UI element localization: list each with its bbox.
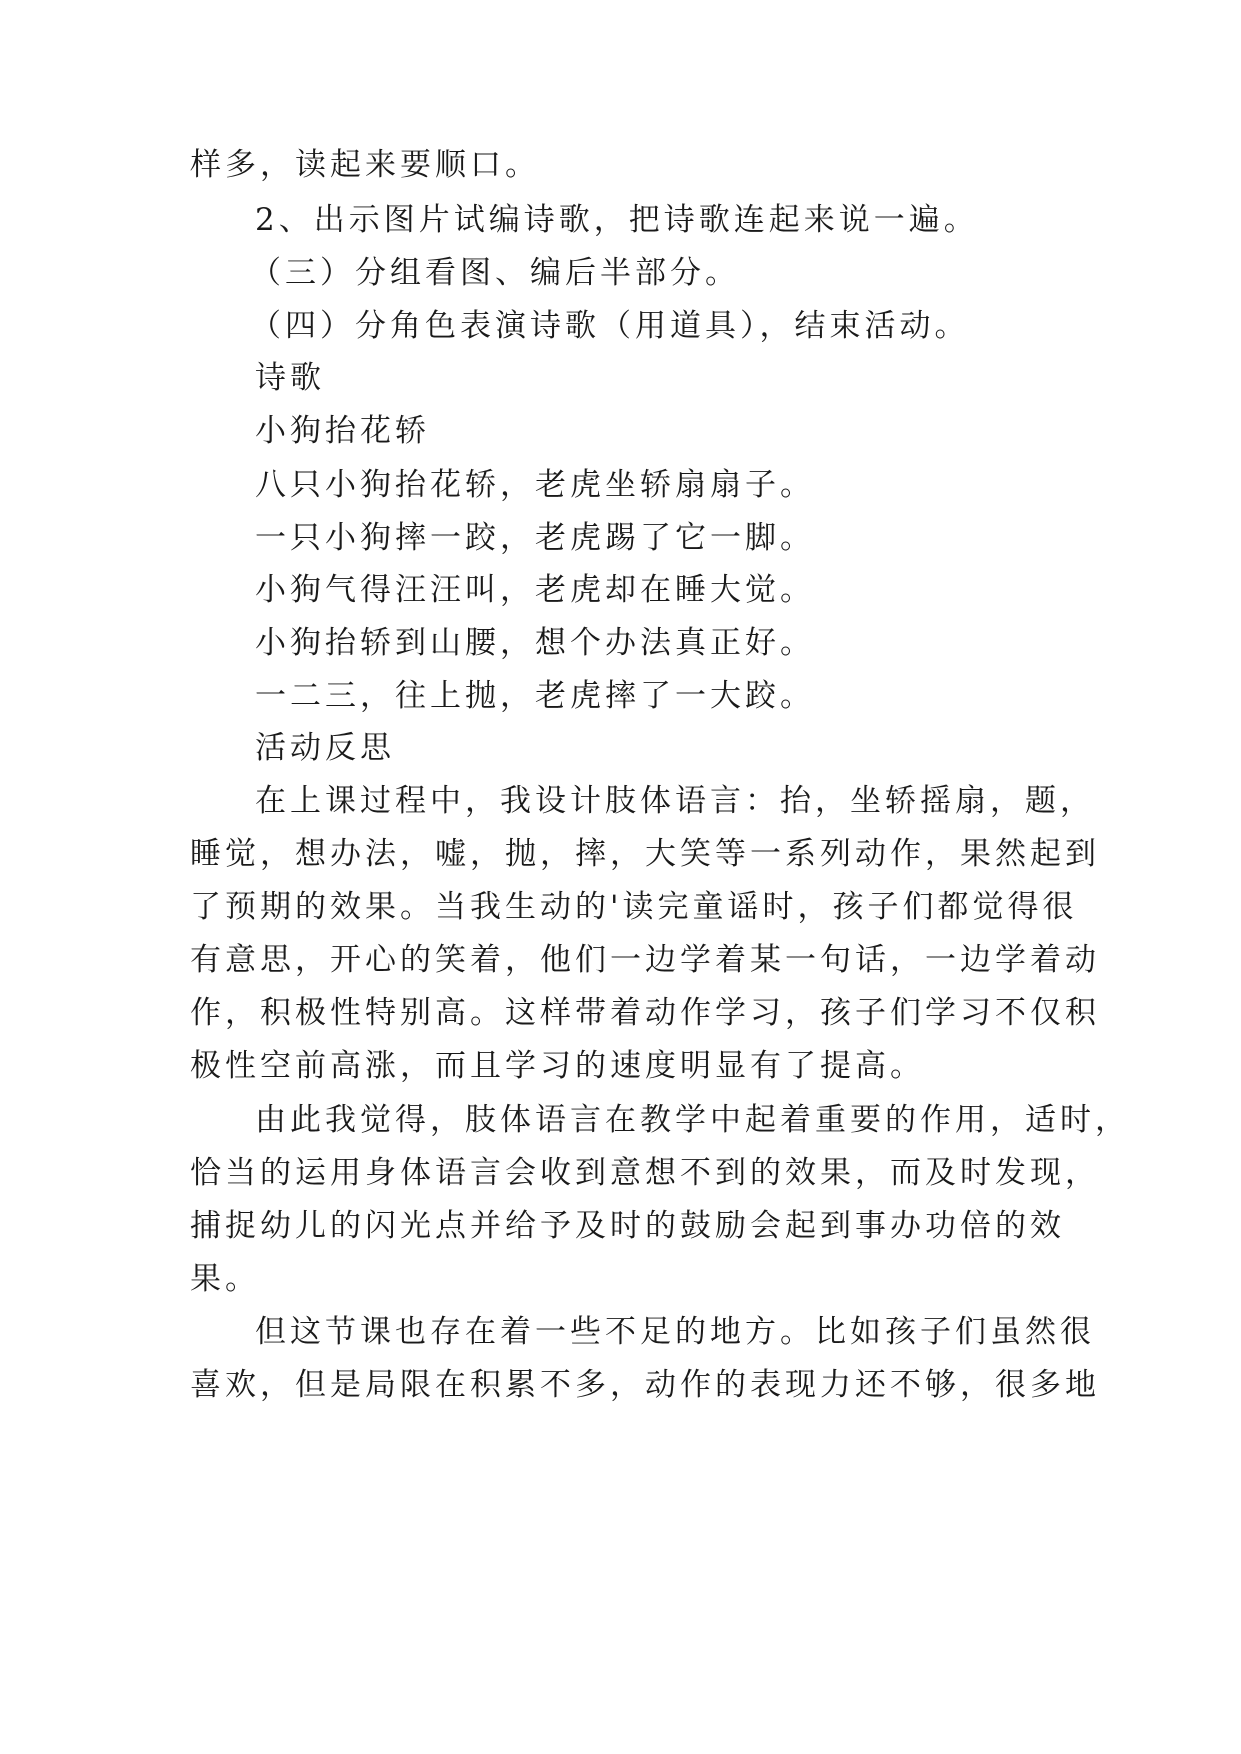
section-heading: （三）分组看图、编后半部分。 — [250, 255, 740, 291]
poem-title: 小狗抬花轿 — [255, 413, 430, 449]
poem-line: 一二三，往上抛，老虎摔了一大跤。 — [255, 678, 815, 714]
paragraph-line: 睡觉，想办法，嘘，抛，摔，大笑等一系列动作，果然起到 — [190, 836, 1100, 872]
poem-line: 八只小狗抬花轿，老虎坐轿扇扇子。 — [255, 467, 815, 503]
paragraph-line: 有意思，开心的笑着，他们一边学着某一句话，一边学着动 — [190, 942, 1100, 978]
paragraph-line: 捕捉幼儿的闪光点并给予及时的鼓励会起到事办功倍的效 — [190, 1208, 1065, 1244]
poem-line: 一只小狗摔一跤，老虎踢了它一脚。 — [255, 520, 815, 556]
paragraph-line: 果。 — [190, 1261, 260, 1297]
paragraph-line: 极性空前高涨，而且学习的速度明显有了提高。 — [190, 1048, 925, 1084]
paragraph-line: 恰当的运用身体语言会收到意想不到的效果，而及时发现， — [190, 1155, 1100, 1191]
step-line: 2、出示图片试编诗歌，把诗歌连起来说一遍。 — [255, 202, 979, 238]
paragraph-line: 由此我觉得，肢体语言在教学中起着重要的作用，适时， — [255, 1102, 1130, 1138]
poem-line: 小狗抬轿到山腰，想个办法真正好。 — [255, 625, 815, 661]
section-heading: （四）分角色表演诗歌（用道具），结束活动。 — [250, 308, 970, 344]
paragraph-line: 喜欢，但是局限在积累不多，动作的表现力还不够，很多地 — [190, 1367, 1100, 1403]
section-heading: 活动反思 — [255, 730, 395, 766]
poem-line: 小狗气得汪汪叫，老虎却在睡大觉。 — [255, 572, 815, 608]
paragraph-line: 样多，读起来要顺口。 — [190, 147, 540, 183]
paragraph-line: 了预期的效果。当我生动的'读完童谣时，孩子们都觉得很 — [190, 889, 1078, 925]
paragraph-line: 作，积极性特别高。这样带着动作学习，孩子们学习不仅积 — [190, 995, 1100, 1031]
paragraph-line: 但这节课也存在着一些不足的地方。比如孩子们虽然很 — [255, 1314, 1095, 1350]
label-line: 诗歌 — [255, 360, 325, 396]
paragraph-line: 在上课过程中，我设计肢体语言：抬，坐轿摇扇，题， — [255, 783, 1095, 819]
